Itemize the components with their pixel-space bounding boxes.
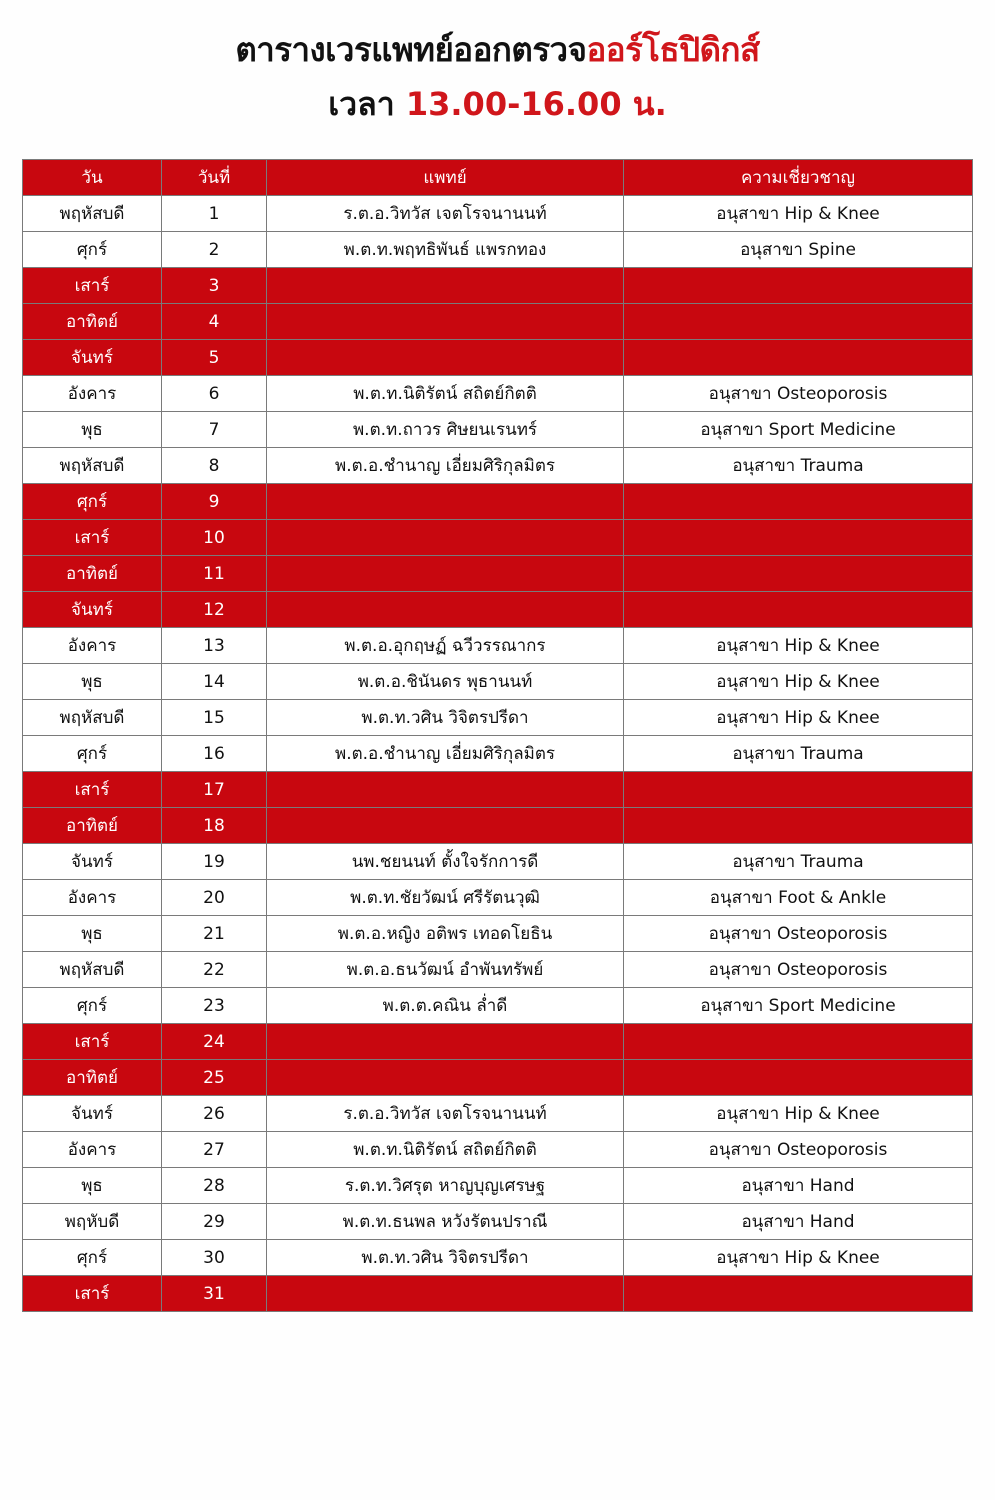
cell-day: อาทิตย์ (23, 1060, 162, 1096)
cell-date: 27 (162, 1132, 267, 1168)
cell-day: ศุกร์ (23, 988, 162, 1024)
cell-specialty: อนุสาขา Osteoporosis (624, 376, 973, 412)
cell-specialty: อนุสาขา Foot & Ankle (624, 880, 973, 916)
table-row (23, 304, 973, 340)
cell-specialty: อนุสาขา Hip & Knee (624, 700, 973, 736)
table-row (23, 448, 973, 484)
cell-day: พฤหัสบดี (23, 448, 162, 484)
table-row (23, 484, 973, 520)
cell-date: 20 (162, 880, 267, 916)
cell-doctor (267, 304, 624, 340)
cell-doctor: นพ.ชยนนท์ ตั้งใจรักการดี (267, 844, 624, 880)
cell-date: 29 (162, 1204, 267, 1240)
table-row (23, 952, 973, 988)
cell-date: 8 (162, 448, 267, 484)
cell-specialty: อนุสาขา Trauma (624, 448, 973, 484)
header-specialty: ความเชี่ยวชาญ (624, 160, 973, 196)
cell-specialty: อนุสาขา Hip & Knee (624, 1240, 973, 1276)
cell-doctor: พ.ต.อ.ชำนาญ เอี่ยมศิริกุลมิตร (267, 736, 624, 772)
cell-date: 19 (162, 844, 267, 880)
cell-specialty: อนุสาขา Osteoporosis (624, 1132, 973, 1168)
cell-doctor: พ.ต.ท.ธนพล หวังรัตนปราณี (267, 1204, 624, 1240)
cell-specialty (624, 1024, 973, 1060)
cell-specialty: อนุสาขา Hand (624, 1204, 973, 1240)
cell-date: 6 (162, 376, 267, 412)
cell-date: 25 (162, 1060, 267, 1096)
cell-day: อังคาร (23, 1132, 162, 1168)
cell-specialty: อนุสาขา Osteoporosis (624, 916, 973, 952)
table-row (23, 988, 973, 1024)
cell-specialty: อนุสาขา Hip & Knee (624, 628, 973, 664)
cell-doctor (267, 556, 624, 592)
cell-doctor: พ.ต.อ.ชำนาญ เอี่ยมศิริกุลมิตร (267, 448, 624, 484)
cell-specialty: อนุสาขา Osteoporosis (624, 952, 973, 988)
cell-specialty (624, 268, 973, 304)
cell-doctor: พ.ต.ต.คณิน ล่ำดี (267, 988, 624, 1024)
cell-day: อังคาร (23, 376, 162, 412)
cell-date: 18 (162, 808, 267, 844)
cell-doctor (267, 268, 624, 304)
cell-specialty: อนุสาขา Hip & Knee (624, 1096, 973, 1132)
cell-specialty (624, 520, 973, 556)
table-row (23, 1024, 973, 1060)
cell-day: พฤหัสบดี (23, 952, 162, 988)
cell-day: อาทิตย์ (23, 808, 162, 844)
cell-doctor: พ.ต.ท.ถาวร ศิษยนเรนทร์ (267, 412, 624, 448)
page-title (0, 28, 995, 72)
cell-date: 17 (162, 772, 267, 808)
cell-day: อังคาร (23, 880, 162, 916)
table-row (23, 340, 973, 376)
cell-specialty: อนุสาขา Trauma (624, 844, 973, 880)
cell-date: 3 (162, 268, 267, 304)
cell-date: 23 (162, 988, 267, 1024)
cell-day: เสาร์ (23, 268, 162, 304)
cell-doctor: พ.ต.ท.พฤทธิพันธ์ แพรกทอง (267, 232, 624, 268)
cell-day: เสาร์ (23, 1276, 162, 1312)
cell-doctor (267, 520, 624, 556)
schedule-table (22, 159, 973, 1312)
cell-doctor: ร.ต.ท.วิศรุต หาญบุญเศรษฐ (267, 1168, 624, 1204)
cell-date: 22 (162, 952, 267, 988)
cell-specialty (624, 1060, 973, 1096)
cell-specialty (624, 592, 973, 628)
cell-doctor: พ.ต.อ.ธนวัฒน์ อำพันทรัพย์ (267, 952, 624, 988)
cell-doctor: พ.ต.ท.วศิน วิจิตรปรีดา (267, 700, 624, 736)
table-row (23, 268, 973, 304)
table-row (23, 916, 973, 952)
table-row (23, 376, 973, 412)
cell-specialty (624, 304, 973, 340)
cell-date: 4 (162, 304, 267, 340)
table-row (23, 664, 973, 700)
cell-day: จันทร์ (23, 340, 162, 376)
table-row (23, 556, 973, 592)
table-header-row (23, 160, 973, 196)
cell-specialty: อนุสาขา Spine (624, 232, 973, 268)
cell-specialty: อนุสาขา Hip & Knee (624, 196, 973, 232)
cell-day: พุธ (23, 916, 162, 952)
table-row (23, 1168, 973, 1204)
cell-date: 13 (162, 628, 267, 664)
cell-date: 26 (162, 1096, 267, 1132)
table-row (23, 412, 973, 448)
table-row (23, 1096, 973, 1132)
cell-date: 1 (162, 196, 267, 232)
cell-day: ศุกร์ (23, 736, 162, 772)
cell-specialty: อนุสาขา Hip & Knee (624, 664, 973, 700)
table-row (23, 844, 973, 880)
title-accent: ออร์โธปิดิกส์ (586, 30, 760, 69)
cell-day: พฤหับดี (23, 1204, 162, 1240)
header-day: วัน (23, 160, 162, 196)
cell-day: อาทิตย์ (23, 556, 162, 592)
cell-day: เสาร์ (23, 772, 162, 808)
title-prefix: ตารางเวรแพทย์ออกตรวจ (235, 30, 587, 69)
cell-specialty: อนุสาขา Hand (624, 1168, 973, 1204)
cell-specialty (624, 484, 973, 520)
cell-specialty: อนุสาขา Sport Medicine (624, 988, 973, 1024)
table-row (23, 808, 973, 844)
cell-date: 14 (162, 664, 267, 700)
cell-date: 28 (162, 1168, 267, 1204)
cell-date: 24 (162, 1024, 267, 1060)
cell-doctor: พ.ต.ท.นิติรัตน์ สถิตย์กิตติ (267, 1132, 624, 1168)
table-row (23, 880, 973, 916)
subtitle-accent: 13.00-16.00 น. (405, 85, 667, 123)
cell-day: ศุกร์ (23, 484, 162, 520)
table-row (23, 1204, 973, 1240)
subtitle-prefix: เวลา (328, 85, 395, 123)
table-row (23, 196, 973, 232)
table-row (23, 520, 973, 556)
table-row (23, 1276, 973, 1312)
table-row (23, 736, 973, 772)
table-row (23, 628, 973, 664)
header-doctor: แพทย์ (267, 160, 624, 196)
cell-date: 10 (162, 520, 267, 556)
cell-doctor (267, 484, 624, 520)
table-row (23, 700, 973, 736)
cell-doctor (267, 1060, 624, 1096)
cell-doctor (267, 592, 624, 628)
table-row (23, 1132, 973, 1168)
cell-specialty (624, 556, 973, 592)
cell-date: 11 (162, 556, 267, 592)
cell-day: จันทร์ (23, 592, 162, 628)
page-subtitle (0, 82, 995, 126)
cell-date: 21 (162, 916, 267, 952)
cell-day: เสาร์ (23, 1024, 162, 1060)
cell-day: พฤหัสบดี (23, 196, 162, 232)
cell-doctor: พ.ต.ท.ชัยวัฒน์ ศรีรัตนวุฒิ (267, 880, 624, 916)
cell-date: 15 (162, 700, 267, 736)
table-body (23, 196, 973, 1312)
table-row (23, 772, 973, 808)
cell-date: 7 (162, 412, 267, 448)
cell-day: พุธ (23, 1168, 162, 1204)
cell-doctor (267, 1276, 624, 1312)
cell-doctor: พ.ต.อ.หญิง อติพร เทอดโยธิน (267, 916, 624, 952)
cell-doctor: พ.ต.ท.วศิน วิจิตรปรีดา (267, 1240, 624, 1276)
cell-date: 30 (162, 1240, 267, 1276)
cell-doctor: พ.ต.อ.อุกฤษฏ์ ฉวีวรรณากร (267, 628, 624, 664)
cell-date: 9 (162, 484, 267, 520)
cell-date: 2 (162, 232, 267, 268)
cell-date: 16 (162, 736, 267, 772)
cell-doctor (267, 808, 624, 844)
cell-date: 5 (162, 340, 267, 376)
cell-doctor (267, 340, 624, 376)
cell-specialty (624, 1276, 973, 1312)
cell-day: อาทิตย์ (23, 304, 162, 340)
cell-day: จันทร์ (23, 844, 162, 880)
cell-date: 12 (162, 592, 267, 628)
cell-specialty (624, 340, 973, 376)
cell-day: จันทร์ (23, 1096, 162, 1132)
cell-specialty: อนุสาขา Sport Medicine (624, 412, 973, 448)
cell-specialty: อนุสาขา Trauma (624, 736, 973, 772)
cell-specialty (624, 808, 973, 844)
cell-day: พุธ (23, 664, 162, 700)
cell-day: อังคาร (23, 628, 162, 664)
table-row (23, 1240, 973, 1276)
cell-day: ศุกร์ (23, 1240, 162, 1276)
cell-doctor (267, 1024, 624, 1060)
table-row (23, 592, 973, 628)
cell-day: พุธ (23, 412, 162, 448)
cell-day: ศุกร์ (23, 232, 162, 268)
cell-doctor (267, 772, 624, 808)
cell-date: 31 (162, 1276, 267, 1312)
cell-doctor: ร.ต.อ.วิทวัส เจตโรจนานนท์ (267, 196, 624, 232)
cell-doctor: ร.ต.อ.วิทวัส เจตโรจนานนท์ (267, 1096, 624, 1132)
table-row (23, 232, 973, 268)
header-date: วันที่ (162, 160, 267, 196)
cell-day: เสาร์ (23, 520, 162, 556)
table-row (23, 1060, 973, 1096)
cell-doctor: พ.ต.ท.นิติรัตน์ สถิตย์กิตติ (267, 376, 624, 412)
cell-specialty (624, 772, 973, 808)
cell-day: พฤหัสบดี (23, 700, 162, 736)
cell-doctor: พ.ต.อ.ชินันดร พุธานนท์ (267, 664, 624, 700)
